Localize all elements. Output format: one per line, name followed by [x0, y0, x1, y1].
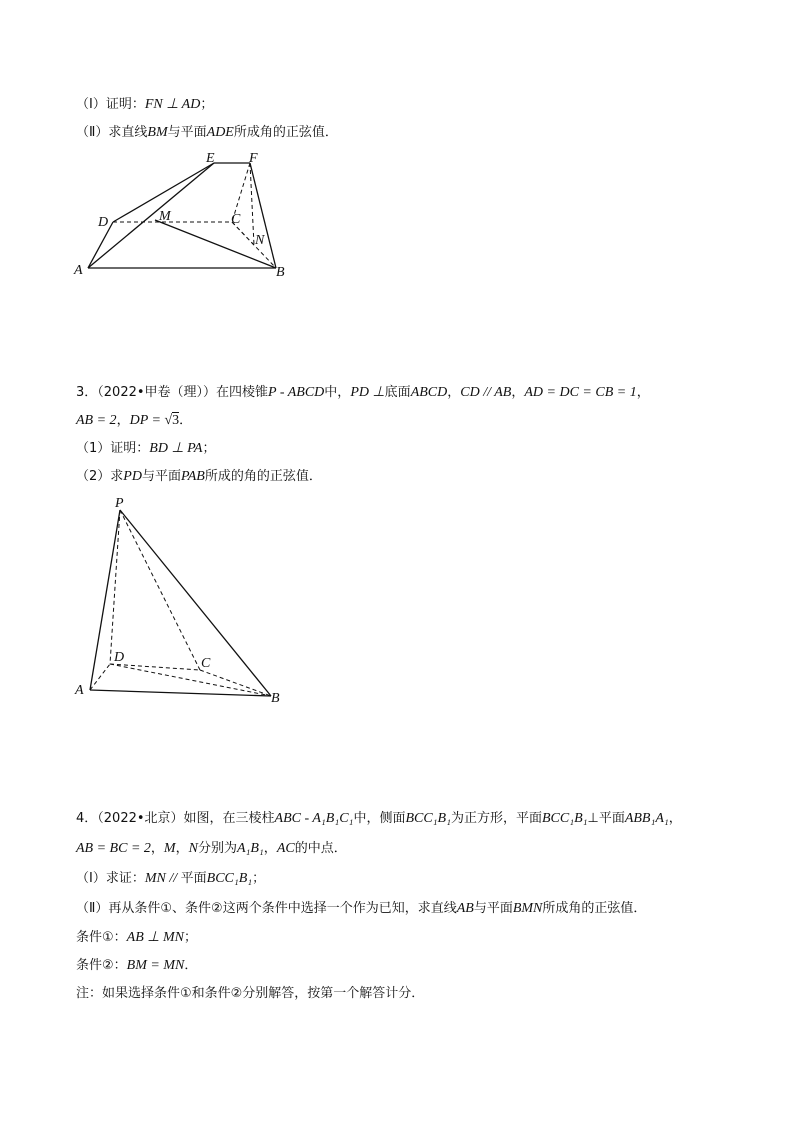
label-D: D	[114, 650, 125, 665]
math-expr: CD // AB	[460, 385, 512, 400]
sqrt-argument: 3	[172, 413, 180, 428]
p4-condition-1: 条件①：AB ⊥ MN；	[76, 930, 197, 945]
math-expr: PD ⊥	[350, 385, 385, 400]
p3-statement: 3．（2022•甲卷（理））在四棱锥P - ABCD中，PD ⊥底面ABCD，CD // AB，AD = DC = CB = 1，	[76, 385, 650, 400]
p3-statement-cont: AB = 2，DP = √3．	[76, 413, 193, 428]
p4-condition-2: 条件②：BM = MN．	[76, 958, 198, 973]
p4-statement-cont: AB = BC = 2，M，N分别为A₁B₁，AC的中点．	[76, 841, 347, 856]
label-M: M	[159, 209, 171, 224]
math-expr: AD = DC = CB = 1	[524, 385, 637, 400]
math-expr: BCC₁B₁	[206, 871, 253, 886]
p2-part2: （Ⅱ）求直线BM与平面ADE所成角的正弦值．	[76, 125, 338, 140]
label-N: N	[255, 233, 265, 248]
p3-part1: （1）证明：BD ⊥ PA；	[76, 441, 216, 456]
math-expr: M	[163, 841, 176, 856]
math-expr: PD	[123, 469, 142, 484]
math-expr: BCC₁B₁	[405, 811, 451, 826]
p4-note: 注：如果选择条件①和条件②分别解答，按第一个解答计分．	[76, 986, 425, 1001]
math-expr: N	[188, 841, 198, 856]
math-expr: BMN	[512, 901, 543, 916]
math-expr: FN ⊥ AD	[144, 97, 201, 112]
label-E: E	[206, 151, 215, 166]
label-A: A	[75, 683, 84, 698]
p2-part1: （Ⅰ）证明：FN ⊥ AD；	[76, 97, 214, 112]
p4-part2: （Ⅱ）再从条件①、条件②这两个条件中选择一个作为已知，求直线AB与平面BMN所成角的正弦值．	[76, 901, 647, 916]
label-A: A	[74, 263, 83, 278]
math-expr: DP =	[129, 413, 165, 428]
math-expr: P - ABCD	[268, 385, 325, 400]
label-B: B	[271, 691, 280, 706]
math-expr: BD ⊥ PA	[149, 441, 203, 456]
label-C: C	[231, 212, 241, 227]
math-expr: BCC₁B₁	[541, 811, 588, 826]
p4-part1: （Ⅰ）求证：MN // 平面BCC₁B₁；	[76, 871, 266, 886]
label-F: F	[249, 151, 258, 166]
math-expr: AB = 2	[76, 413, 117, 428]
math-expr: BM	[147, 125, 168, 140]
math-expr: AC	[276, 841, 295, 856]
math-expr: ABB₁A₁	[624, 811, 669, 826]
label-B: B	[276, 265, 285, 280]
p3-part2: （2）求PD与平面PAB所成的角的正弦值．	[76, 469, 322, 484]
math-expr: AB	[456, 901, 474, 916]
math-expr: A₁B₁	[236, 841, 264, 856]
math-expr: ADE	[206, 125, 234, 140]
math-expr: MN //	[144, 871, 181, 886]
label-D: D	[98, 215, 109, 230]
label-C: C	[201, 656, 211, 671]
math-expr: AB = BC = 2	[76, 841, 151, 856]
sqrt-symbol: √	[164, 413, 173, 428]
math-expr: BM = MN	[126, 958, 185, 973]
p4-statement: 4．（2022•北京）如图，在三棱柱ABC - A₁B₁C₁中，侧面BCC₁B₁为正方形，平面BCC₁B₁⊥平面ABB₁A₁，	[76, 811, 682, 826]
math-expr: AB ⊥ MN	[126, 930, 184, 945]
math-expr: ABCD	[410, 385, 448, 400]
math-expr: PAB	[180, 469, 205, 484]
math-expr: ABC - A₁B₁C₁	[274, 811, 354, 826]
label-P: P	[115, 496, 124, 511]
